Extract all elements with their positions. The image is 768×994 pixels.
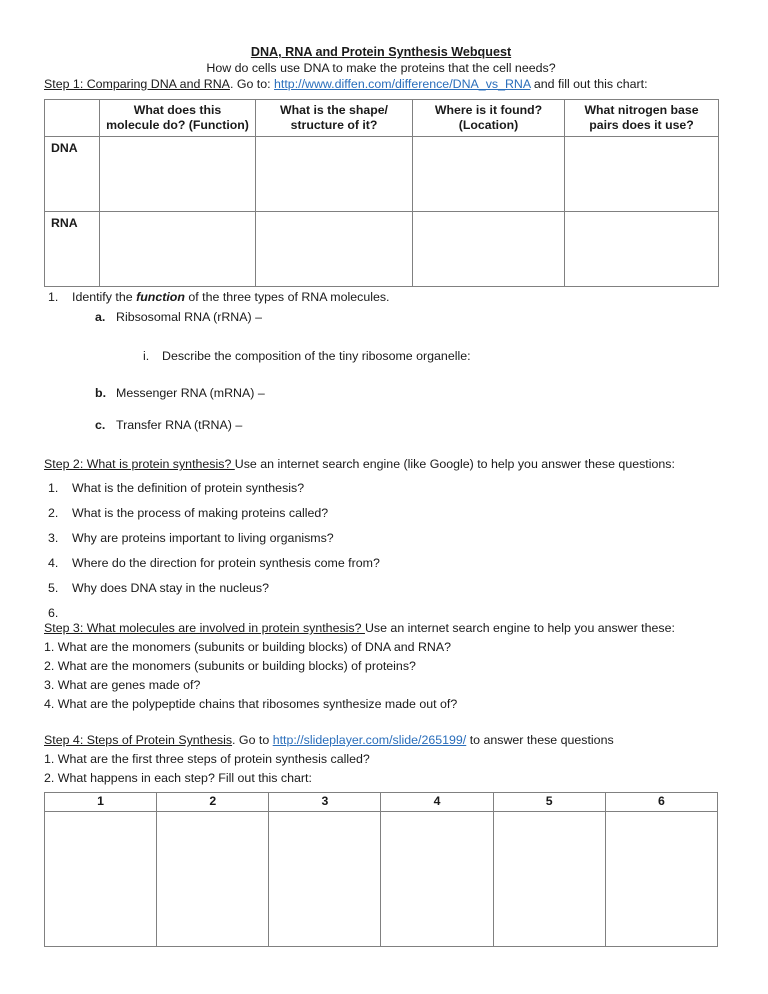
column-header-step-6: 6 xyxy=(605,793,717,812)
list-item: 2. What are the monomers (subunits or building blocks) of proteins? xyxy=(44,659,416,673)
spacer xyxy=(44,716,718,733)
list-item xyxy=(44,581,718,596)
protein-synthesis-steps-table xyxy=(44,792,718,947)
list-item-label: Why are proteins important to living organisms? xyxy=(72,531,334,545)
list-item: 3. What are genes made of? xyxy=(44,678,201,692)
page-title xyxy=(44,44,718,60)
page-title-text: DNA, RNA and Protein Synthesis Webquest xyxy=(250,45,512,59)
list-marker: b. xyxy=(95,386,107,400)
list-marker: 2. xyxy=(48,506,59,520)
spacer xyxy=(44,606,718,616)
slideplayer-link[interactable]: http://slideplayer.com/slide/265199/ xyxy=(272,733,467,747)
row-label-dna: DNA xyxy=(45,137,100,212)
header-line-1: Where is it found? xyxy=(434,103,543,117)
column-header-location xyxy=(413,100,565,137)
answer-cell-step-3[interactable] xyxy=(269,812,381,947)
step3-heading-line xyxy=(44,621,718,636)
step2-heading: Step 2: What is protein synthesis? xyxy=(44,457,235,471)
list-item: 1. What are the first three steps of protein synthesis called? xyxy=(44,752,370,766)
step4-after-heading: . Go to xyxy=(232,733,273,747)
question1-text-before: Identify the xyxy=(72,290,137,304)
header-line-1: What nitrogen base xyxy=(584,103,699,117)
step2-heading-line xyxy=(44,457,718,472)
list-item-label: What is the process of making proteins called? xyxy=(72,506,329,520)
answer-cell-rna-location[interactable] xyxy=(413,212,565,287)
step1-after-heading: . Go to: xyxy=(229,77,275,91)
table-row xyxy=(45,812,718,947)
table-header-row xyxy=(45,100,719,137)
question1-text-after: of the three types of RNA molecules. xyxy=(184,290,390,304)
answer-cell-step-5[interactable] xyxy=(493,812,605,947)
header-line-2: pairs does it use? xyxy=(589,118,694,132)
list-item: 2. What happens in each step? Fill out this chart: xyxy=(44,771,312,785)
list-item-label: Why does DNA stay in the nucleus? xyxy=(72,581,269,595)
list-marker: 4. xyxy=(48,556,59,570)
list-item xyxy=(44,506,718,521)
column-header-step-5: 5 xyxy=(493,793,605,812)
list-item-label: Messenger RNA (mRNA) – xyxy=(116,386,265,400)
answer-cell-rna-structure[interactable] xyxy=(256,212,413,287)
header-line-1: What is the shape/ xyxy=(280,103,388,117)
list-marker: a. xyxy=(95,310,106,324)
column-header-structure xyxy=(256,100,413,137)
column-header-function xyxy=(100,100,256,137)
list-marker: 1. xyxy=(48,290,59,304)
diffen-link[interactable]: http://www.diffen.com/difference/DNA_vs_RNA xyxy=(274,77,531,91)
list-item-ribosome-composition xyxy=(44,349,718,364)
answer-cell-step-6[interactable] xyxy=(605,812,717,947)
table-header-row xyxy=(45,793,718,812)
answer-cell-rna-function[interactable] xyxy=(100,212,256,287)
step4-question-list xyxy=(44,752,718,786)
column-header-step-3: 3 xyxy=(269,793,381,812)
list-item: 4. What are the polypeptide chains that ribosomes synthesize made out of? xyxy=(44,697,458,711)
list-item-label: Describe the composition of the tiny ribosome organelle: xyxy=(162,349,471,363)
document-subtitle: How do cells use DNA to make the proteins that the cell needs? xyxy=(206,61,556,75)
list-item-mrna xyxy=(44,386,718,401)
header-line-2: structure of it? xyxy=(290,118,378,132)
step2-question-list xyxy=(44,481,718,620)
header-line-2: molecule do? (Function) xyxy=(106,118,249,132)
answer-cell-dna-base-pairs[interactable] xyxy=(565,137,719,212)
step4-heading: Step 4: Steps of Protein Synthesis xyxy=(44,733,233,747)
list-item xyxy=(44,481,718,496)
step2-tail: Use an internet search engine (like Google) to help you answer these questions: xyxy=(234,457,675,471)
ribosome-subquestion-list xyxy=(44,349,718,364)
answer-cell-dna-structure[interactable] xyxy=(256,137,413,212)
answer-cell-step-4[interactable] xyxy=(381,812,493,947)
column-header-step-4: 4 xyxy=(381,793,493,812)
step4-heading-line xyxy=(44,733,718,748)
row-label-rna: RNA xyxy=(45,212,100,287)
list-item-label: Transfer RNA (tRNA) – xyxy=(116,418,243,432)
step3-heading: Step 3: What molecules are involved in protein synthesis? xyxy=(44,621,365,635)
list-marker: 6. xyxy=(48,606,59,620)
answer-cell-rna-base-pairs[interactable] xyxy=(565,212,719,287)
question1-emphasis: function xyxy=(136,290,185,304)
header-line-1: What does this xyxy=(133,103,222,117)
list-item-trna xyxy=(44,418,718,433)
table-row xyxy=(45,137,719,212)
list-marker: 5. xyxy=(48,581,59,595)
step1-tail: and fill out this chart: xyxy=(530,77,648,91)
answer-cell-step-1[interactable] xyxy=(45,812,157,947)
list-item: 1. What are the monomers (subunits or building blocks) of DNA and RNA? xyxy=(44,640,452,654)
list-marker: c. xyxy=(95,418,106,432)
column-header-step-1: 1 xyxy=(45,793,157,812)
spacer xyxy=(44,433,718,457)
header-line-2: (Location) xyxy=(458,118,519,132)
dna-rna-comparison-table xyxy=(44,99,719,287)
list-item xyxy=(44,556,718,571)
step1-heading-line xyxy=(44,77,718,92)
list-item-label: Ribsosomal RNA (rRNA) – xyxy=(116,310,262,324)
list-item-label: What is the definition of protein synthesis? xyxy=(72,481,305,495)
list-item-label: Where do the direction for protein synthesis come from? xyxy=(72,556,380,570)
answer-cell-dna-function[interactable] xyxy=(100,137,256,212)
column-header-step-2: 2 xyxy=(157,793,269,812)
question1-item xyxy=(44,290,718,305)
list-marker: 1. xyxy=(48,481,59,495)
table-row xyxy=(45,212,719,287)
list-item xyxy=(44,531,718,546)
answer-cell-step-2[interactable] xyxy=(157,812,269,947)
column-header-blank xyxy=(45,100,100,137)
rna-types-list-continued xyxy=(44,386,718,433)
step1-heading: Step 1: Comparing DNA and RNA xyxy=(44,77,230,91)
question1-list xyxy=(44,290,718,305)
column-header-base-pairs xyxy=(565,100,719,137)
step4-tail: to answer these questions xyxy=(466,733,614,747)
list-item-rrna xyxy=(44,310,718,325)
step3-question-list xyxy=(44,640,718,712)
list-marker: i. xyxy=(143,349,150,363)
list-marker: 3. xyxy=(48,531,59,545)
rna-types-list xyxy=(44,310,718,325)
answer-cell-dna-location[interactable] xyxy=(413,137,565,212)
step3-tail: Use an internet search engine to help you answer these: xyxy=(364,621,675,635)
